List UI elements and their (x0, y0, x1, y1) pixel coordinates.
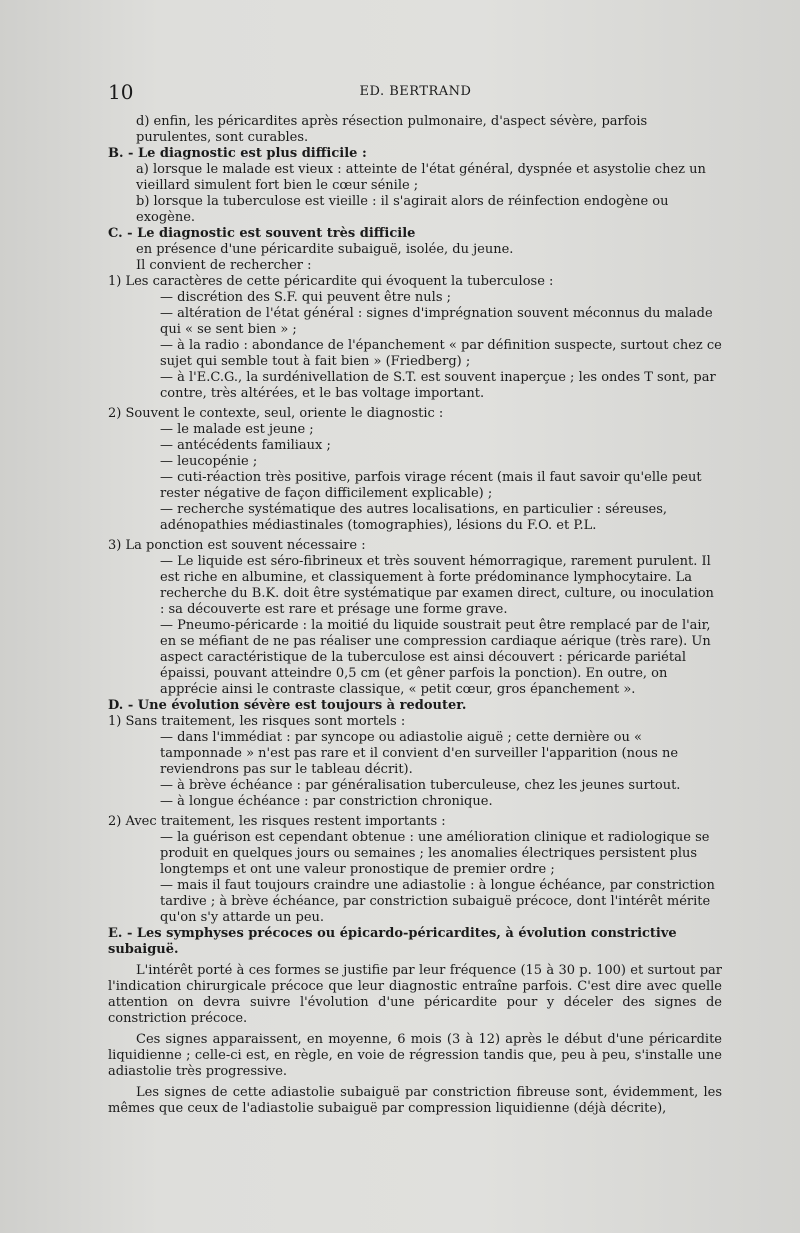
item-d-1: 1) Sans traitement, les risques sont mortels : (108, 714, 406, 729)
section-e-paragraph-2: Ces signes apparaissent, en moyenne, 6 mois (3 à 12) après le début d'une péricardite liquidienne ; celle-ci est, en règle, en voie de régression tandis que, peu à peu, s'installe une adiastolie très progressive. (108, 1032, 722, 1079)
item-c-2: 2) Souvent le contexte, seul, oriente le diagnostic : (108, 406, 444, 421)
page-body (108, 114, 722, 1117)
item-d-2: 2) Avec traitement, les risques restent importants : (108, 814, 446, 829)
item-c-1-c: — à la radio : abondance de l'épanchement « par définition suspecte, surtout chez ce sujet qui semble tout à fait bien » (Friedberg) ; (160, 338, 722, 369)
item-c-3-a: — Le liquide est séro-fibrineux et très souvent hémorragique, rarement purulent. Il est riche en albumine, et classiquement à forte prédominance lymphocytaire. La recherche du B.K. doit être systématique par examen direct, culture, ou inoculation : sa découverte est rare et présage une forme grave. (160, 554, 714, 617)
section-c-intro-2: Il convient de rechercher : (136, 258, 312, 273)
section-c-intro: en présence d'une péricardite subaiguë, isolée, du jeune. (136, 242, 514, 257)
section-b-heading: B. - Le diagnostic est plus difficile : (108, 146, 367, 161)
paragraph-d: d) enfin, les péricardites après résection pulmonaire, d'aspect sévère, parfois purulentes, sont curables. (136, 114, 648, 145)
item-c-1: 1) Les caractères de cette péricardite qui évoquent la tuberculose : (108, 274, 554, 289)
section-d-heading: D. - Une évolution sévère est toujours à redouter. (108, 698, 467, 713)
item-d-1-b: — à brève échéance : par généralisation tuberculeuse, chez les jeunes surtout. (160, 778, 681, 793)
page-header (108, 80, 723, 104)
item-d-1-a: — dans l'immédiat : par syncope ou adiastolie aiguë ; cette dernière ou « tamponnade » n'est pas rare et il convient d'en surveiller l'apparition (nous ne reviendrons pas sur le tableau décrit). (160, 730, 679, 777)
item-c-3: 3) La ponction est souvent nécessaire : (108, 538, 366, 553)
item-d-1-c: — à longue échéance : par constriction chronique. (160, 794, 493, 809)
item-b-a: a) lorsque le malade est vieux : atteinte de l'état général, dyspnée et asystolie chez un vieillard simulent fort bien le cœur sénile ; (136, 162, 706, 193)
section-e-paragraph-1: L'intérêt porté à ces formes se justifie par leur fréquence (15 à 30 p. 100) et surtout par l'indication chirurgicale précoce que leur diagnostic entraîne parfois. C'est dire avec quelle attention on devra suivre l'évolution d'une péricardite pour y déceler des signes de constriction précoce. (108, 963, 722, 1026)
item-c-1-a: — discrétion des S.F. qui peuvent être nuls ; (160, 290, 452, 305)
page-number: 10 (108, 80, 134, 104)
item-c-2-e: — recherche systématique des autres localisations, en particulier : séreuses, adénopathies médiastinales (tomographies), lésions du F.O. et P.L. (160, 502, 668, 533)
item-c-2-c: — leucopénie ; (160, 454, 258, 469)
item-d-2-a: — la guérison est cependant obtenue : une amélioration clinique et radiologique se produit en quelques jours ou semaines ; les anomalies électriques persistent plus longtemps et ont une valeur pronostique de premier ordre ; (160, 830, 710, 877)
section-e-paragraph-3: Les signes de cette adiastolie subaiguë par constriction fibreuse sont, évidemment, les mêmes que ceux de l'adiastolie subaiguë par compression liquidienne (déjà décrite), (108, 1085, 722, 1116)
section-e-heading: E. - Les symphyses précoces ou épicardo-péricardites, à évolution constrictive subaiguë. (108, 926, 677, 957)
item-c-2-a: — le malade est jeune ; (160, 422, 314, 437)
item-b-b: b) lorsque la tuberculose est vieille : il s'agirait alors de réinfection endogène ou exogène. (136, 194, 669, 225)
section-c-heading: C. - Le diagnostic est souvent très difficile (108, 226, 416, 241)
item-d-2-b: — mais il faut toujours craindre une adiastolie : à longue échéance, par constriction tardive ; à brève échéance, par constriction subaiguë précoce, dont l'intérêt mérite qu'on s'y attarde un peu. (160, 878, 715, 925)
running-head: ED. BERTRAND (359, 84, 472, 99)
item-c-2-b: — antécédents familiaux ; (160, 438, 331, 453)
item-c-2-d: — cuti-réaction très positive, parfois virage récent (mais il faut savoir qu'elle peut rester négative de façon difficilement explicable) ; (160, 470, 702, 501)
item-c-1-b: — altération de l'état général : signes d'imprégnation souvent méconnus du malade qui « se sent bien » ; (160, 306, 713, 337)
item-c-1-d: — à l'E.C.G., la surdénivellation de S.T. est souvent inaperçue ; les ondes T sont, par contre, très altérées, et le bas voltage important. (160, 370, 716, 401)
item-c-3-b: — Pneumo-péricarde : la moitié du liquide soustrait peut être remplacé par de l'air, en se méfiant de ne pas réaliser une compression cardiaque aérique (très rare). Un aspect caractéristique de la tuberculose est ainsi découvert : péricarde pariétal épaissi, pouvant atteindre 0,5 cm (et gêner parfois la ponction). En outre, on apprécie ainsi le contraste classique, « petit cœur, gros épanchement ». (160, 618, 711, 697)
